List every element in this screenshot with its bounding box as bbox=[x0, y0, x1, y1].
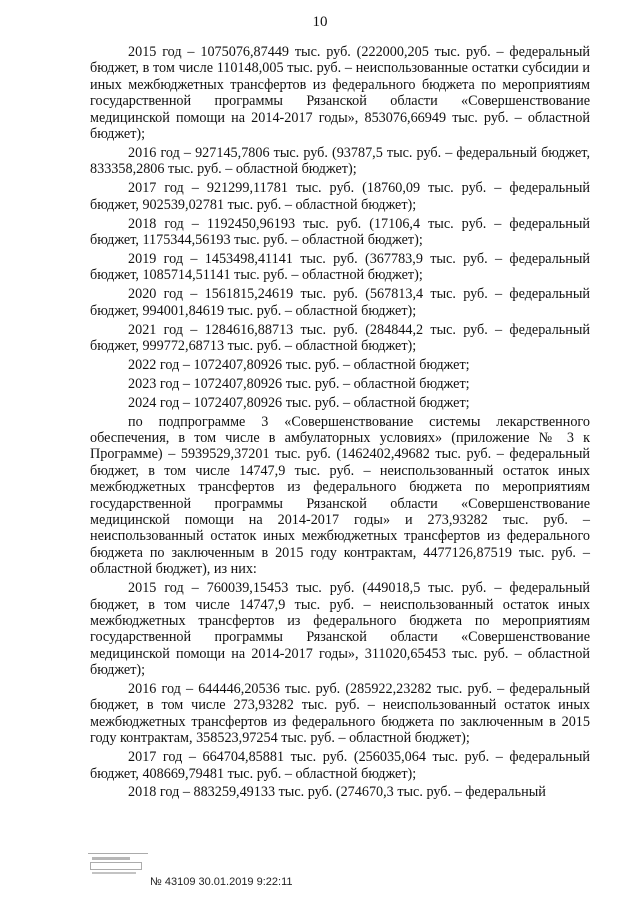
paragraph-2018: 2018 год – 1192450,96193 тыс. руб. (17106,4 тыс. руб. – федеральный бюджет, 1175344,56193 тыс. руб. – областной бюджет); bbox=[90, 215, 590, 248]
paragraph-2017: 2017 год – 921299,11781 тыс. руб. (18760,09 тыс. руб. – федеральный бюджет, 902539,02781 тыс. руб. – областной бюджет); bbox=[90, 180, 590, 213]
paragraph-2019: 2019 год – 1453498,41141 тыс. руб. (367783,9 тыс. руб. – федеральный бюджет, 1085714,51141 тыс. руб. – областной бюджет); bbox=[90, 250, 590, 284]
document-body bbox=[90, 44, 590, 803]
paragraph-subprogram-3: по подпрограмме 3 «Совершенствование системы лекарственного обеспечения, в том числе в амбулаторных условиях» (приложение № 3 к Программе) – 5939529,37201 тыс. руб. (1462402,49682 тыс. руб. – федеральный бюджет, в том числе 14747,9 тыс. руб. – неиспользованный остаток иных межбюджетных трансфертов из федерального бюджета по мероприятиям государственной программы Рязанской области «Совершенствование медицинской помощи на 2014-2017 годы» и 273,93282 тыс. руб. – неиспользованный остаток иных межбюджетных трансфертов из федерального бюджета по заключенным в 2015 году контрактам, 4477126,87519 тыс. руб. – областной бюджет), из них: bbox=[90, 413, 590, 578]
page-number: 10 bbox=[312, 14, 328, 30]
document-registration-number: № 43109 30.01.2019 9:22:11 bbox=[150, 876, 293, 888]
paragraph-2021: 2021 год – 1284616,88713 тыс. руб. (284844,2 тыс. руб. – федеральный бюджет, 999772,68713 тыс. руб. – областной бюджет); bbox=[90, 321, 590, 354]
paragraph-2023: 2023 год – 1072407,80926 тыс. руб. – областной бюджет; bbox=[128, 375, 470, 392]
paragraph-2015-total: 2015 год – 1075076,87449 тыс. руб. (222000,205 тыс. руб. – федеральный бюджет, в том числе 110148,005 тыс. руб. – неиспользованные остатки субсидии и иных межбюджетных трансфертов из федерального бюджета по мероприятиям государственной программы Рязанской области «Совершенствование медицинской помощи на 2014-2017 годы», 853076,66949 тыс. руб. – областной бюджет); bbox=[90, 44, 590, 143]
paragraph-2024: 2024 год – 1072407,80926 тыс. руб. – областной бюджет; bbox=[128, 394, 470, 411]
paragraph-sub3-2018: 2018 год – 883259,49133 тыс. руб. (274670,3 тыс. руб. – федеральный bbox=[128, 784, 546, 801]
registration-stamp-image bbox=[88, 853, 148, 874]
paragraph-sub3-2016: 2016 год – 644446,20536 тыс. руб. (285922,23282 тыс. руб. – федеральный бюджет, в том числе 273,93282 тыс. руб. – неиспользованный остаток иных межбюджетных трансфертов из федерального бюджета по заключенным в 2015 году контрактам, 358523,97254 тыс. руб. – областной бюджет); bbox=[90, 681, 590, 747]
paragraph-sub3-2015: 2015 год – 760039,15453 тыс. руб. (449018,5 тыс. руб. – федеральный бюджет, в том числе 14747,9 тыс. руб. – неиспользованный остаток иных межбюджетных трансфертов из федерального бюджета по мероприятиям государственной программы Рязанской области «Совершенствование медицинской помощи на 2014-2017 годы», 311020,65453 тыс. руб. – областной бюджет); bbox=[90, 580, 590, 679]
paragraph-sub3-2017: 2017 год – 664704,85881 тыс. руб. (256035,064 тыс. руб. – федеральный бюджет, 408669,79481 тыс. руб. – областной бюджет); bbox=[90, 749, 590, 782]
paragraph-2016: 2016 год – 927145,7806 тыс. руб. (93787,5 тыс. руб. – федеральный бюджет, 833358,2806 тыс. руб. – областной бюджет); bbox=[90, 144, 590, 178]
paragraph-2020: 2020 год – 1561815,24619 тыс. руб. (567813,4 тыс. руб. – федеральный бюджет, 994001,84619 тыс. руб. – областной бюджет); bbox=[90, 286, 590, 319]
paragraph-2022: 2022 год – 1072407,80926 тыс. руб. – областной бюджет; bbox=[128, 356, 470, 373]
